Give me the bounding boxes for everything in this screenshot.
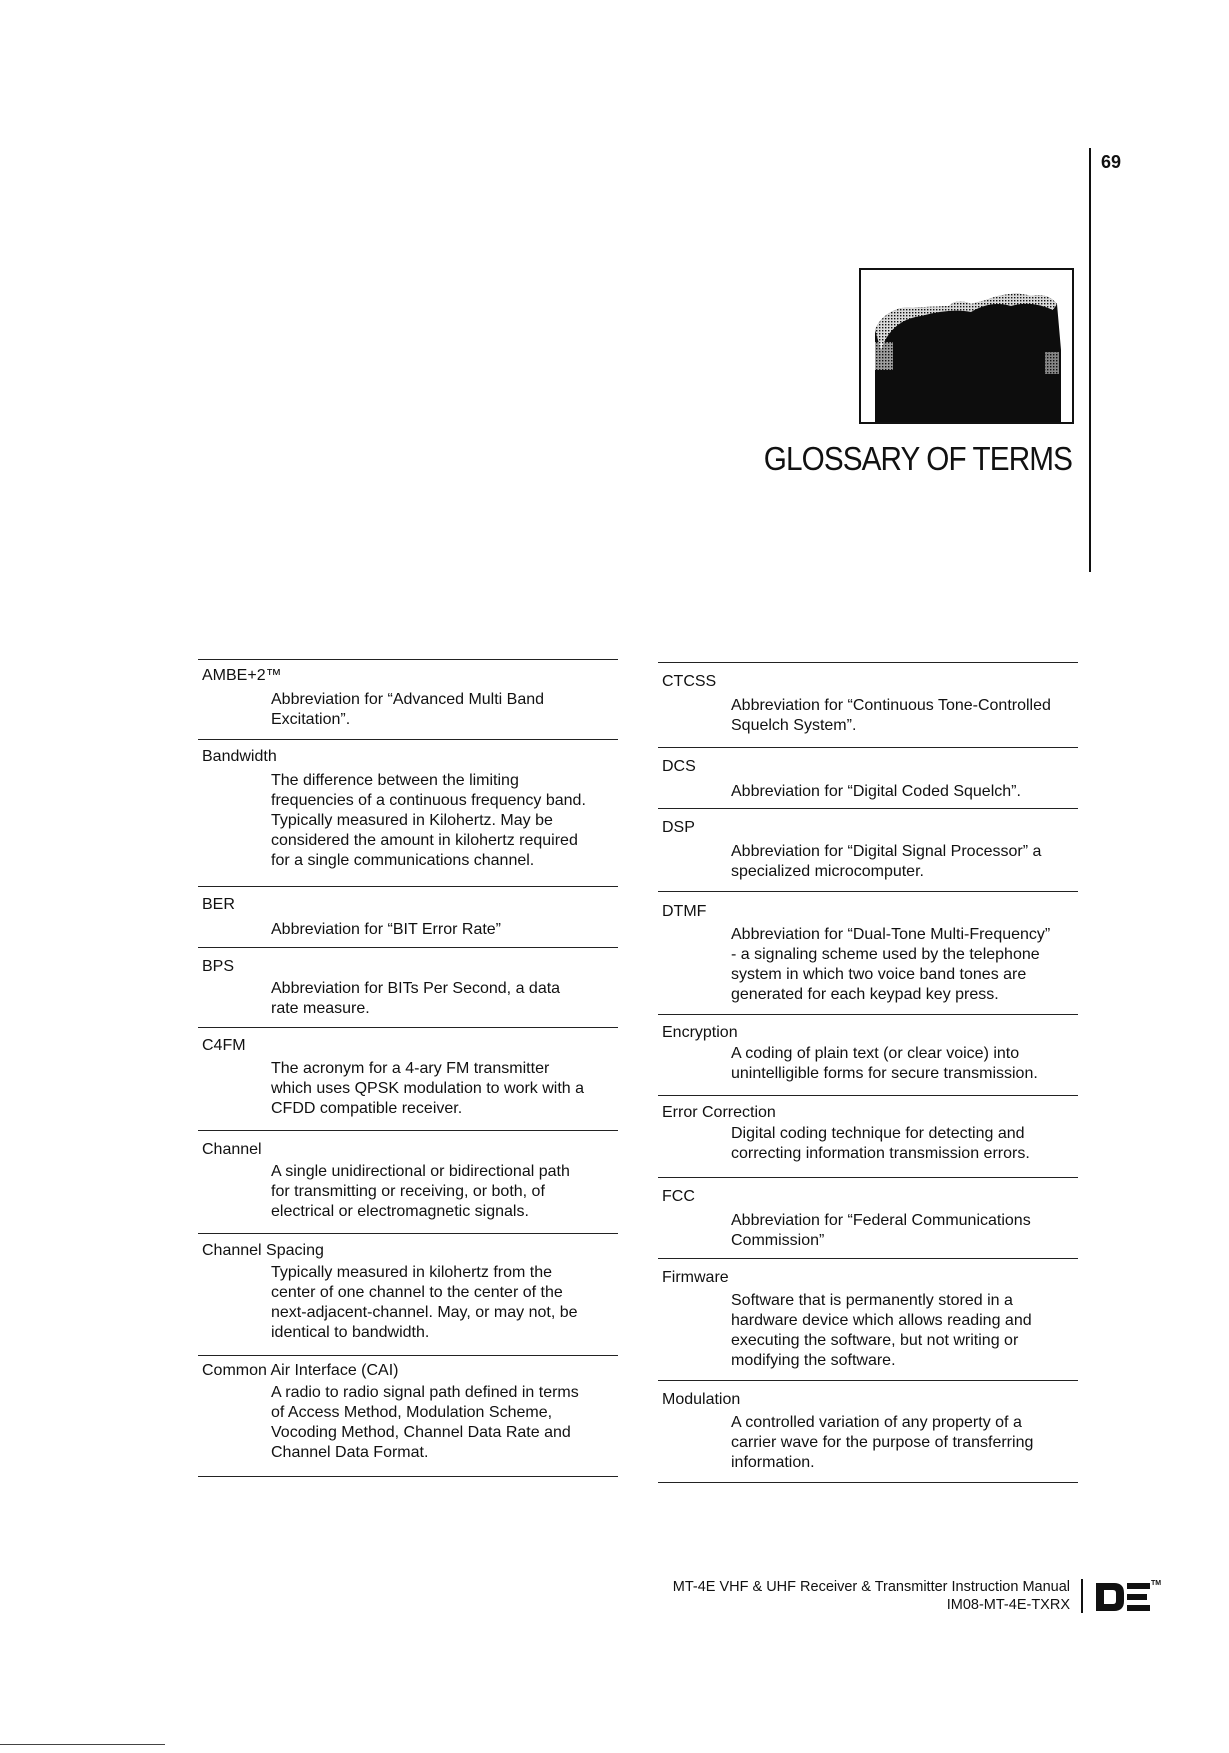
glossary-entry xyxy=(658,662,1078,747)
glossary-entry xyxy=(198,1027,618,1130)
page-number: 69 xyxy=(1101,152,1122,172)
glossary-term: Encryption xyxy=(662,1024,738,1041)
glossary-term: DSP xyxy=(662,819,695,836)
glossary-definition: Typically measured in kilohertz from the center of one channel to the center of the next-adjacent-channel. May, or may not, be identical to bandwidth. xyxy=(271,1264,578,1341)
glossary-entry xyxy=(658,1095,1078,1177)
glossary-definition: Abbreviation for BITs Per Second, a data rate measure. xyxy=(271,980,561,1017)
glossary-term: Error Correction xyxy=(662,1104,776,1121)
glossary-definition: A controlled variation of any property of a carrier wave for the purpose of transferring information. xyxy=(731,1414,1034,1471)
glossary-definition: Abbreviation for “Federal Communications Commission” xyxy=(731,1212,1031,1249)
glossary-entry xyxy=(198,1233,618,1355)
glossary-entry xyxy=(658,1177,1078,1258)
glossary-definition: Software that is permanently stored in a hardware device which allows reading and executing the software, but not writing or modifying the software. xyxy=(731,1292,1032,1369)
glossary-term: Common Air Interface (CAI) xyxy=(202,1362,399,1379)
glossary-term: BER xyxy=(202,896,235,913)
glossary-entry xyxy=(198,886,618,947)
chapter-image xyxy=(859,268,1074,424)
glossary-term: Bandwidth xyxy=(202,748,277,765)
glossary-entry xyxy=(658,1014,1078,1095)
footer-divider xyxy=(1081,1579,1083,1613)
glossary-entry xyxy=(658,747,1078,808)
glossary-entry xyxy=(658,808,1078,891)
glossary-definition: The difference between the limiting frequencies of a continuous frequency band. Typically measured in Kilohertz. May be considered the amount in kilohertz required for a single communications channel. xyxy=(271,772,586,869)
glossary-term: DCS xyxy=(662,758,696,775)
glossary-entry xyxy=(198,1130,618,1233)
glossary-term: FCC xyxy=(662,1188,695,1205)
glossary-end-rule xyxy=(658,1482,1078,1483)
glossary-term: DTMF xyxy=(662,903,707,920)
glossary-term: BPS xyxy=(202,958,235,975)
glossary-entry xyxy=(658,1258,1078,1380)
glossary-definition: A radio to radio signal path defined in terms of Access Method, Modulation Scheme, Vocoding Method, Channel Data Rate and Channel Data Format. xyxy=(271,1384,579,1461)
glossary-definition: A coding of plain text (or clear voice) into unintelligible forms for secure transmission. xyxy=(731,1045,1038,1082)
glossary-definition: Abbreviation for “BIT Error Rate” xyxy=(271,921,502,938)
glossary-term: AMBE+2™ xyxy=(202,667,282,684)
glossary-definition: Abbreviation for “Digital Signal Processor” a specialized microcomputer. xyxy=(731,843,1042,880)
glossary-term: Modulation xyxy=(662,1391,741,1408)
glossary-definition: Abbreviation for “Continuous Tone-Controlled Squelch System”. xyxy=(731,697,1051,734)
de-logo-icon xyxy=(1094,1577,1160,1617)
trademark-mark: TM xyxy=(1151,1580,1162,1587)
margin-rule xyxy=(1089,148,1091,572)
glossary-left-column xyxy=(198,659,618,1477)
glossary-end-rule xyxy=(198,1476,618,1477)
document-code: IM08-MT-4E-TXRX xyxy=(946,1597,1070,1613)
glossary-entry xyxy=(198,947,618,1027)
glossary-entry xyxy=(658,1380,1078,1482)
glossary-term: Firmware xyxy=(662,1269,729,1286)
glossary-definition: Digital coding technique for detecting and correcting information transmission errors. xyxy=(731,1125,1030,1162)
glossary-right-column xyxy=(658,662,1078,1483)
glossary-definition: Abbreviation for “Dual-Tone Multi-Frequency” - a signaling scheme used by the telephone system in which two voice band tones are generated for each keypad key press. xyxy=(731,926,1051,1003)
glossary-definition: The acronym for a 4-ary FM transmitter which uses QPSK modulation to work with a CFDD compatible receiver. xyxy=(271,1060,585,1117)
glossary-entry xyxy=(198,739,618,886)
glossary-entry xyxy=(198,659,618,739)
glossary-term: Channel xyxy=(202,1141,262,1158)
glossary-definition: Abbreviation for “Advanced Multi Band Excitation”. xyxy=(271,691,545,728)
glossary-term: C4FM xyxy=(202,1037,246,1054)
scan-edge-line xyxy=(0,1744,165,1745)
glossary-definition: A single unidirectional or bidirectional path for transmitting or receiving, or both, of electrical or electromagnetic signals. xyxy=(271,1163,570,1220)
glossary-entry xyxy=(198,1355,618,1476)
glossary-term: Channel Spacing xyxy=(202,1242,324,1259)
glossary-definition: Abbreviation for “Digital Coded Squelch”. xyxy=(731,783,1021,800)
page-footer xyxy=(560,1578,1070,1614)
glossary-entry xyxy=(658,891,1078,1014)
chapter-title: GLOSSARY OF TERMS xyxy=(763,440,1072,477)
glossary-term: CTCSS xyxy=(662,673,717,690)
manual-title: MT-4E VHF & UHF Receiver & Transmitter Instruction Manual xyxy=(672,1579,1070,1595)
